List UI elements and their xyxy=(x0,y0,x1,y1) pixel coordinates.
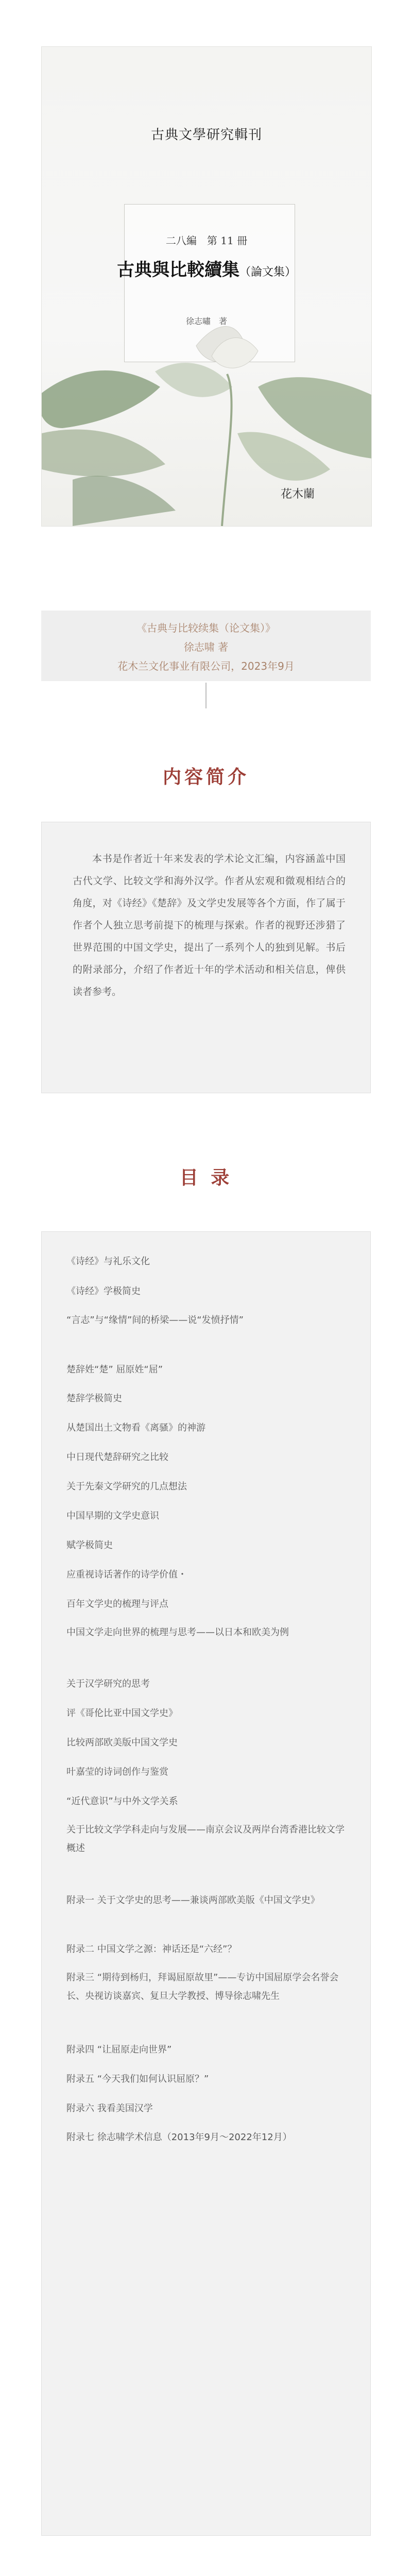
book-author: 徐志啸 著 xyxy=(183,641,229,653)
press-logo: 花木蘭 xyxy=(280,488,315,501)
toc-item: 赋学极简史 xyxy=(66,1540,113,1551)
toc-item: “言志”与“缘情”间的桥梁——说“发愤抒情” xyxy=(66,1315,244,1326)
toc-item: 附录三 “期待到杨归，拜谒屈原故里”——专访中国屈原学会名誉会长、央视访谈嘉宾、复旦大学教授、博导徐志啸先生 xyxy=(66,1972,339,2002)
toc-item: 中国文学走向世界的梳理与思考——以日本和欧美为例 xyxy=(66,1627,289,1638)
toc-item: 从楚国出土文物看《离骚》的神游 xyxy=(66,1422,205,1433)
toc-item: 楚辞姓“楚” 屈原姓“屈” xyxy=(66,1364,163,1375)
toc-item: 中国早期的文学史意识 xyxy=(66,1511,159,1521)
toc-panel xyxy=(41,1231,371,2536)
toc-heading: 目 录 xyxy=(179,1167,233,1189)
toc-item: 关于比较文学学科走向与发展——南京会议及两岸台湾香港比较文学概述 xyxy=(66,1824,345,1854)
toc-item: 附录五 “今天我们如何认识屈原？” xyxy=(66,2074,209,2084)
cover-title xyxy=(42,256,371,281)
cover-volume: 二八編 第 11 冊 xyxy=(165,234,248,247)
toc-item: 应重视诗话著作的诗学价值・ xyxy=(66,1569,187,1580)
toc-item: 关于汉学研究的思考 xyxy=(66,1679,150,1689)
toc-item: 《诗经》学极简史 xyxy=(66,1286,141,1297)
book-title: 《古典与比较续集（论文集）》 xyxy=(136,622,276,634)
cover-author: 徐志嘯 著 xyxy=(185,316,227,326)
toc-item: 附录七 徐志啸学术信息（2013年9月～2022年12月） xyxy=(66,2132,292,2143)
divider-line xyxy=(205,683,207,708)
toc-item: 楚辞学极简史 xyxy=(66,1393,122,1404)
toc-item: 附录二 中国文学之源：神话还是“六经”？ xyxy=(66,1944,237,1955)
toc-item: 关于先秦文学研究的几点想法 xyxy=(66,1481,187,1492)
toc-item: “近代意识”与中外文学关系 xyxy=(66,1796,178,1807)
toc-item: 《诗经》与礼乐文化 xyxy=(66,1256,150,1267)
toc-item: 叶嘉莹的诗词创作与鉴赏 xyxy=(66,1767,168,1777)
book-publisher: 花木兰文化事业有限公司，2023年9月 xyxy=(117,660,295,672)
toc-item: 附录四 “让屈原走向世界” xyxy=(66,2044,172,2055)
toc-item: 百年文学史的梳理与评点 xyxy=(66,1599,168,1609)
toc-item: 附录一 关于文学史的思考——兼谈两部欧美版《中国文学史》 xyxy=(66,1895,320,1906)
intro-heading: 内容简介 xyxy=(162,767,249,788)
lotus-illustration xyxy=(42,325,371,526)
toc-item: 中日现代楚辞研究之比较 xyxy=(66,1452,168,1463)
cover-series: 古典文學研究輯刊 xyxy=(150,127,262,143)
cover-title-main: 古典與比較續集 xyxy=(116,260,239,280)
cover-title-sub: （論文集） xyxy=(239,266,296,279)
toc-item: 评《哥伦比亚中国文学史》 xyxy=(66,1708,178,1719)
intro-text: 本书是作者近十年来发表的学术论文汇编，内容涵盖中国古代文学、比较文学和海外汉学。作者从宏观和微观相结合的角度，对《诗经》《楚辞》及文学史发展等各个方面，作了属于作者个人独立思考前提下的梳理与探索。作者的视野还涉猎了世界范围的中国文学史，提出了一系列个人的独到见解。书后的附录部分，介绍了作者近十年的学术活动和相关信息，俾供读者参考。 xyxy=(73,853,346,997)
toc-item: 附录六 我看美国汉学 xyxy=(66,2103,153,2114)
book-cover xyxy=(41,46,372,527)
toc-item: 比较两部欧美版中国文学史 xyxy=(66,1737,178,1748)
intro-panel xyxy=(41,822,371,1093)
book-info-box xyxy=(41,611,371,681)
